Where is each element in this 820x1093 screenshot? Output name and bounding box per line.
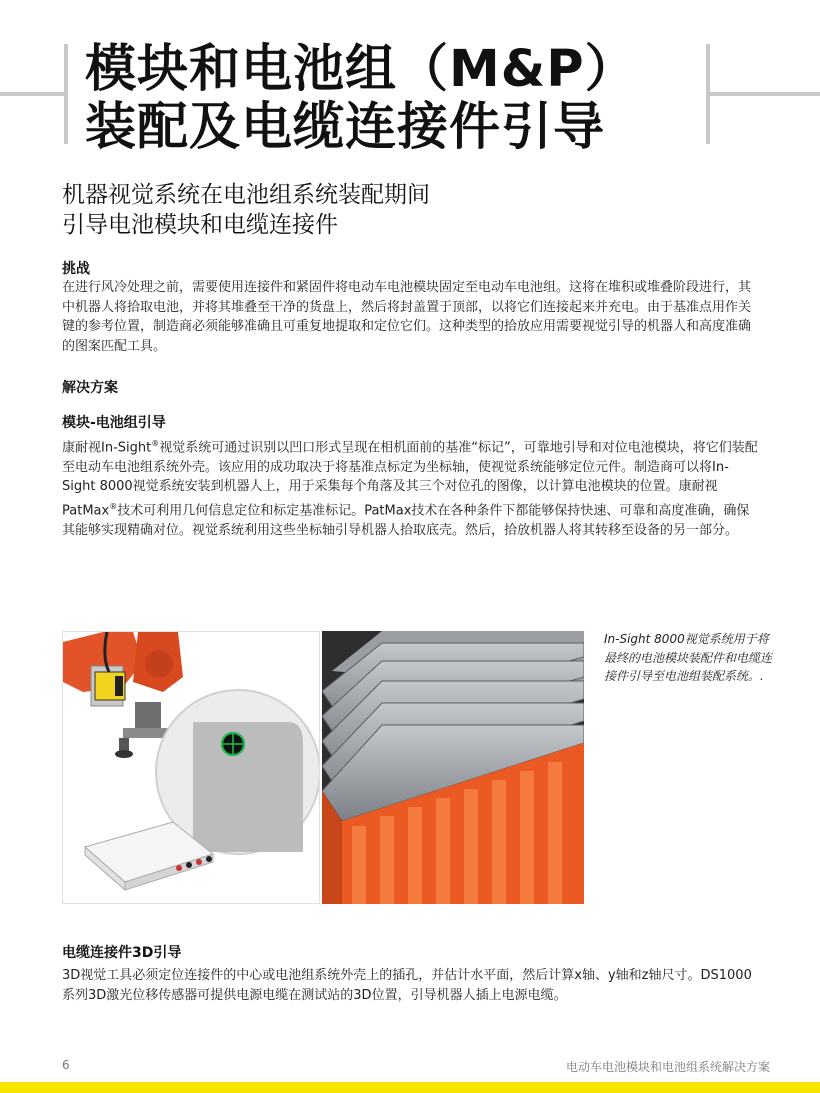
module-guidance-heading: 模块-电池组引导 xyxy=(62,415,166,431)
challenge-paragraph: 在进行风冷处理之前，需要使用连接件和紧固件将电动车电池模块固定至电动车电池组。这将在堆积或堆叠阶段进行，其中机器人将拾取电池，并将其堆叠至干净的货盘上，然后将封盖置于顶部，以将它们连接起来并充电。由于基准点用作关键的参考位置，制造商必须能够准确且可重复地提取和定位它们。这种类型的拾放应用需要视觉引导的机器人和高度准确的图案匹配工具。 xyxy=(62,280,752,354)
challenge-heading: 挑战 xyxy=(62,261,90,277)
footer-accent-bar xyxy=(0,1082,820,1093)
page-title-line-2: 装配及电缆连接件引导 xyxy=(85,98,606,157)
cable-guidance-paragraph: 3D视觉工具必须定位连接件的中心或电池组系统外壳上的插孔，并估计水平面，然后计算x轴、y轴和z轴尺寸。DS1000系列3D激光位移传感器可提供电源电缆在测试站的3D位置，引导机器人插上电源电缆。 xyxy=(62,968,752,1003)
title-frame-right-rule xyxy=(706,92,820,96)
page-title-line-1: 模块和电池组（M&P） xyxy=(85,40,637,99)
module-text-b: 视觉系统可通过识别以凹口形式呈现在相机面前的基准“标记”，可靠地引导和对位电池模块，将它们装配至电动车电池组系统外壳。该应用的成功取决于将基准点标定为坐标轴，使视觉系统能够定位元件。制造商可以将In-Sight 8000视觉系统安装到机器人上，用于采集每个角落及其三个对位孔的图像，以计算电池模块的位置。康耐视PatMax xyxy=(62,440,758,519)
robot-camera-illustration xyxy=(63,632,320,904)
module-text-a: 康耐视In-Sight xyxy=(62,440,152,456)
footer-document-title: 电动车电池模块和电池组系统解决方案 xyxy=(565,1060,770,1074)
battery-modules-photo xyxy=(322,631,584,904)
photo-caption: In-Sight 8000视觉系统用于将最终的电池模块装配件和电缆连接件引导至电池组装配系统。. xyxy=(604,632,773,683)
registered-mark: ® xyxy=(151,439,160,448)
module-guidance-paragraph xyxy=(62,434,762,540)
page-number: 6 xyxy=(62,1058,70,1072)
page-subtitle-line-1: 机器视觉系统在电池组系统装配期间 xyxy=(62,182,430,208)
registered-mark: ® xyxy=(109,501,118,511)
module-text-c: 技术可利用几何信息定位和标定基准标记。PatMax技术在各种条件下都能够保持快速、可靠和高度准确，确保其能够实现精确对位。视觉系统利用这些坐标轴引导机器人拾取底壳。然后，拾放机器人将其转移至设备的另一部分。 xyxy=(62,503,750,538)
solution-heading: 解决方案 xyxy=(62,380,118,396)
cable-guidance-heading: 电缆连接件3D引导 xyxy=(62,945,182,961)
battery-cells-illustration xyxy=(322,631,584,904)
title-frame-left-rule xyxy=(0,92,66,96)
title-frame-left-bracket xyxy=(64,44,68,144)
robot-camera-photo xyxy=(62,631,320,904)
page-subtitle-line-2: 引导电池模块和电缆连接件 xyxy=(62,212,338,238)
